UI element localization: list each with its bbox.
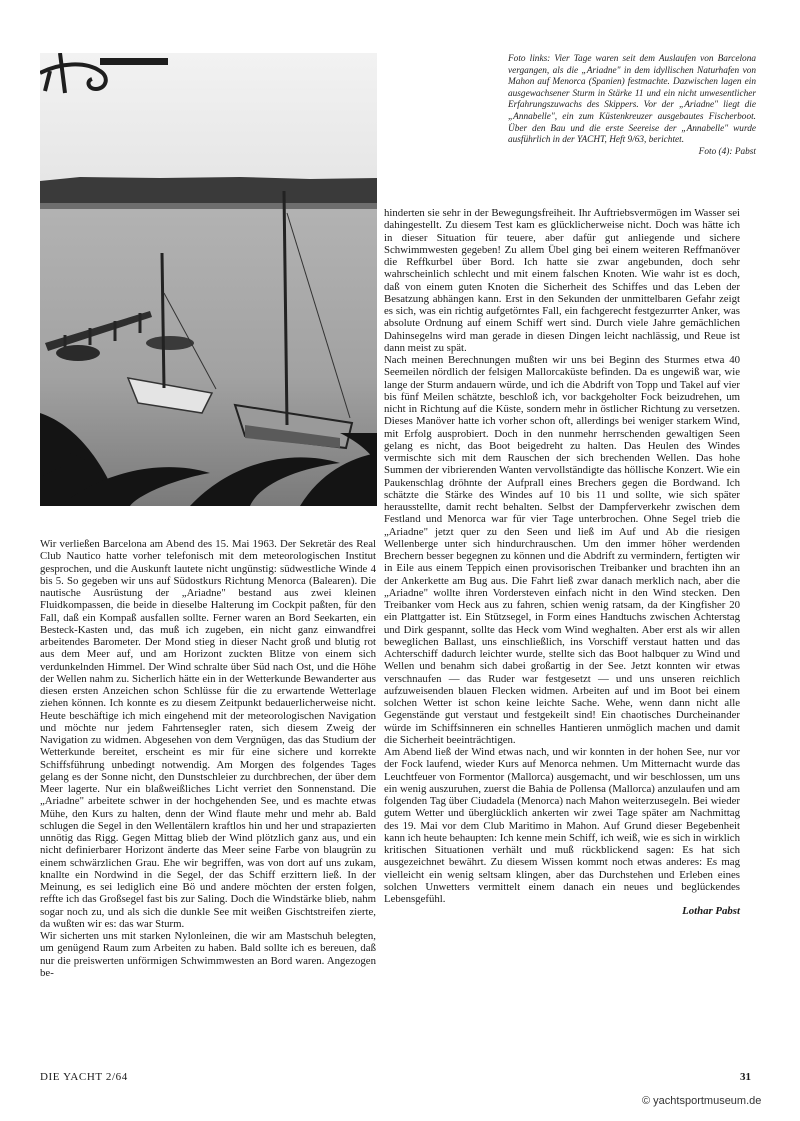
magazine-footer: DIE YACHT 2/64: [40, 1071, 128, 1083]
harbour-photo-graphic: [40, 53, 377, 506]
article-column-right: [384, 207, 740, 918]
page-number: 31: [740, 1071, 751, 1083]
caption-text: Foto links: Vier Tage waren seit dem Auslaufen von Barcelona vergangen, als die „Ariadne" in dem idyllischen Naturhafen von Mahon auf Menorca (Spanien) festmachte. Dazwischen lagen ein ausgewachsener Sturm in Stärke 11 und ein nicht unwesentlicher Erfahrungszuwachs des Skippers. Vor der „Ariadne" liegt die „Annabelle", ein zum Küstenkreuzer ausgebautes Fischerboot. Über den Bau und die erste Seereise der „Annabelle" wurde ausführlich in der YACHT, Heft 9/63, berichtet.: [508, 54, 756, 146]
paragraph: Wir verließen Barcelona am Abend des 15. Mai 1963. Der Sekretär des Real Club Nautico hatte vorher telefonisch mit dem meteorologischen Institut gesprochen, und die Auskunft lautete nicht ungünstig: südwestliche Winde 4 bis 5. So gegeben wir uns auf Südostkurs Richtung Menorca (Balearen). Die nautische Ausrüstung der „Ariadne" bestand aus zwei kleinen Fluidkompassen, die beide in dieselbe Halterung im Cockpit paßten, für den Fall, daß ein Kompaß ausfallen sollte. Ferner waren an Bord Seekarten, ein Besteck-Kasten und, das muß ich zugeben, ein nicht ganz einwandfrei arbeitendes Barometer. Der Mond stieg in dieser Nacht groß und blutig rot aus dem Meer auf, und am Horizont zuckten Blitze von einem sich verdunkelnden Himmel. Der Wind schralte über Süd nach Ost, und die Höhe der Wellen nahm zu. Sicherlich hätte ein in der Wetterkunde Bewanderter aus diesen ersten Anzeichen schon Schlüsse für die zu erwartende Wetterlage ziehen können. Ich konnte es zu diesem Zeitpunkt bedauerlicherweise nicht. Heute beschäftige ich mich eingehend mit der meteorologischen Navigation und möchte nur jedem Fahrtensegler raten, sich diesem Zweig der Navigation zu widmen. Abgesehen von dem Vergnügen, das das Studium der Wetterkunde bereitet, erscheint es mir für eine sichere und korrekte Schiffsführung unbedingt notwendig. Am Morgen des folgendes Tages gelang es der Sonne nicht, den Dunstschleier zu durchbrechen, der über dem Meer lagerte. Nur ein blaßweißliches Licht verriet den Sonnenstand. Die „Ariadne" arbeitete schwer in der hochgehenden See, und es machte etwas Mühe, den Kurs zu halten, denn der Wind flaute mehr und mehr ab. Bald schlugen die Segel in den Wellentälern kraftlos hin und her und strapazierten unnötig das Rigg. Gegen Mittag blieb der Wind plötzlich ganz aus, und ein nicht definierbarer Horizont änderte das Meer seine Farbe von blaugrün zu einem schwärzlichen Grau. Ehe wir begriffen, was von dort auf uns zukam, knallte ein Nordwind in die Segel, der das Schiff erzittern ließ. In der Meinung, es sei lediglich eine Bö und andere möchten der ersten folgen, reffte ich das Großsegel fast bis zur Saling. Doch die Windstärke blieb, nahm sogar noch zu, und als sich die dunkle See mit weißen Gischtstreifen zierte, da wußten wir es: das war Sturm.: [40, 538, 376, 930]
photo-credit: Foto (4): Pabst: [698, 146, 756, 157]
paragraph: Nach meinen Berechnungen mußten wir uns bei Beginn des Sturmes etwa 40 Seemeilen nördlich der felsigen Mallorcaküste befinden. Da es ungewiß war, wie lange der Sturm andauern würde, und ich die Abdrift von Topp und Takel auf vier bis fünf Meilen schätzte, beschloß ich, vor backgeholter Fock beizudrehen, um nicht in Richtung auf die Küste, sondern mehr in östlicher Richtung zu versetzen. Dieses Manöver hatte ich vorher schon oft, allerdings bei weniger starkem Wind, mit Erfolg ausprobiert. Doch in den nunmehr herrschenden gewaltigen Seen gelang es nicht, das Boot beigedreht zu halten. Das Heulen des Windes vermischte sich mit dem Rauschen der sich brechenden Wellen. Das hohe Summen der vibrierenden Wanten vervollständigte das höllische Konzert. Wie ein Paukenschlag dröhnte der Aufprall eines Brechers gegen die Bordwand. Ich schätzte die Stärke des Windes auf 10 bis 11 und sollte, wie sich später herausstellte, damit recht behalten. Selbst der Dampferverkehr zwischen dem Festland und Menorca war für vier Tage unterbrochen. Ohne Segel trieb die „Ariadne" jetzt quer zu den Seen und ließ im Auf und Ab die riesigen Wellenberge unter sich hindurchrauschen. Um den immer höher werdenden Brechern besser begegnen zu können und die Abdrift zu vermindern, fertigten wir in Eile aus einem Teppich einen provisorischen Treibanker und brachten ihn an der Ankerkette am Bug aus. Die Fahrt ließ zwar danach merklich nach, aber die „Ariadne" wollte ihren Vordersteven einfach nicht in den Wind stecken. Den Treibanker vom Heck aus zu fahren, schien wenig ratsam, da der Kingfisher 20 ein Plattgatter ist. Ein Stützsegel, in Form eines Handtuchs zwischen Achterstag und Dirk gespannt, sollte das Heck vom Wind weghalten. Aber erst als wir allen beweglichen Ballast, uns einschließlich, ins Vorschiff verstaut hatten und das Achterschiff dadurch leichter wurde, stellte sich das Boot halbquer zu Wind und Wellen und benahm sich dabei großartig in der See. Jetzt konnten wir etwas verschnaufen — das Ruder war festgesetzt — und uns unseren reichlich aufzuweisenden blauen Flecken widmen. Arbeiten auf und im Boot bei einem solchen Wetter ist schon keine leichte Sache. Wehe, wenn dann nicht alle Gegenstände gut verstaut und festgekeilt sind! Ein chaotisches Durcheinander würde im Schiffsinneren ein schnelles Hantieren unmöglich machen und damit die Sicherheit beeinträchtigen.: [384, 354, 740, 746]
article-column-left: [40, 538, 376, 979]
watermark-text: © yachtsportmuseum.de: [642, 1095, 762, 1107]
paragraph: Wir sicherten uns mit starken Nylonleinen, die wir am Mastschuh belegten, um genügend Raum zum Arbeiten zu haben. Bald sollte ich es bereuen, daß nur die preiswerten unförmigen Schwimmwesten an Bord waren. Angezogen be-: [40, 930, 376, 979]
paragraph: Am Abend ließ der Wind etwas nach, und wir konnten in der hohen See, nur vor der Fock laufend, wieder Kurs auf Menorca nehmen. Um Mitternacht wurde das Leuchtfeuer von Formentor (Mallorca) ausgemacht, und wir beschlossen, um uns ein wenig auszuruhen, zuerst die Bahia de Pollensa (Mallorca) anzulaufen und am folgenden Tag über Ciudadela (Menorca) nach Mahon weiterzusegeln. Bei wieder gutem Wetter und überglücklich ankerten wir zwei Tage später am Nachmittag des 19. Mai vor dem Club Maritimo in Mahon. Auf Grund dieser Begebenheit kann ich heute behaupten: Ich kenne mein Schiff, ich weiß, wie es sich in wirklich kritischen Situationen verhält und muß rückblickend sagen: Es hat sich ausgezeichnet bewährt. Zu diesem Wissen kommt noch etwas anderes: Es mag vielleicht ein wenig seltsam klingen, aber das Durchstehen und Erleben eines solchen Unwetters vermittelt einem danach ein neues und beglückendes Lebensgefühl.: [384, 746, 740, 905]
harbour-photo: [40, 53, 377, 506]
paragraph: hinderten sie sehr in der Bewegungsfreiheit. Ihr Auftriebsvermögen im Wasser sei dahingestellt. Zu diesem Test kam es glücklicherweise nicht. Doch was hätte ich in dieser Situation für teuere, aber dafür gut anliegende und sichere Schwimmwesten gegeben! Zu allem Übel ging bei einem weiteren Reffmanöver die Reffkurbel über Bord. Ich hatte sie zwar angebunden, doch sehr wahrscheinlich schlecht und mit einem falschen Knoten. Wie wahr ist es doch, daß von einem guten Knoten die Sicherheit des Schiffes und das Leben der Besatzung abhängen kann. Erst in den Sekunden der unmittelbaren Gefahr zeigt es sich, was ein richtig aufgetörntes Fall, ein fachgerecht festgezurrter Anker, was absolute Ordnung auf einem Schiff wert sind. Durch viele Jahre gemächlichen Dahinsegelns wird man gerade in diesen Dingen leicht nachlässig, und Reue ist dann meist zu spät.: [384, 207, 740, 354]
author-signature: Lothar Pabst: [682, 905, 740, 918]
photo-caption: [508, 54, 756, 158]
